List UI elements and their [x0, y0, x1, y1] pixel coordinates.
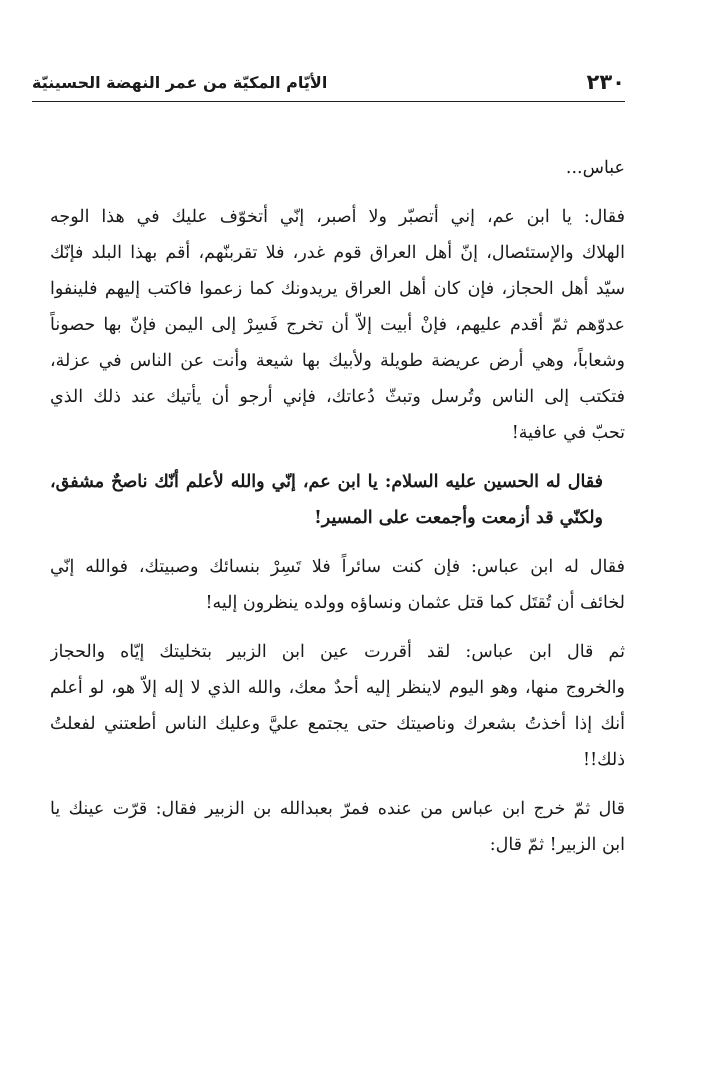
- text-line: سيّد أهل الحجاز، فإن كان أهل العراق يريدونك كما زعموا فاكتب إليهم فلينفوا: [50, 279, 625, 299]
- text-line: أنك إذا أخذتُ بشعرك وناصيتك حتى يجتمع عليَّ وعليك الناس أطعتني لفعلتُ: [50, 714, 625, 734]
- paragraph: [50, 199, 625, 451]
- text-line: عدوّهم ثمّ أقدم عليهم، فإنْ أبيت إلاّ أن تخرج فَسِرْ إلى اليمن فإنّ بها حصوناً: [50, 315, 625, 335]
- text-line: الهلاك والإستئصال، إنّ أهل العراق قوم غدر، فلا تقربنّهم، أقم بهذا البلد فإنّك: [50, 243, 625, 263]
- text-line: قال ثمّ خرج ابن عباس من عنده فمرّ بعبدالله بن الزبير فقال: قرّت عينك يا: [50, 799, 625, 819]
- paragraph: [50, 549, 625, 621]
- text-line: تحبّ في عافية!: [511, 423, 625, 443]
- text-line: فقال: يا ابن عم، إني أتصبّر ولا أصبر، إنّي أتخوّف عليك في هذا الوجه: [50, 207, 625, 227]
- text-line: فقال له ابن عباس: فإن كنت سائراً فلا تَسِرْ بنسائك وصبيتك، فوالله إنّي: [50, 557, 625, 577]
- text-line: عباس...: [565, 158, 625, 178]
- text-line: والخروج منها، وهو اليوم لاينظر إليه أحدٌ معك، والله الذي لا إله إلاّ هو، لو أعلم: [50, 678, 625, 698]
- text-line: لخائف أن تُقتَل كما قتل عثمان ونساؤه وولده ينظرون إليه!: [205, 593, 625, 613]
- page-body: [50, 150, 625, 876]
- text-line: ثم قال ابن عباس: لقد أقررت عين ابن الزبير بتخليتك إيّاه والحجاز: [50, 642, 625, 662]
- paragraph: [50, 791, 625, 863]
- text-line: ابن الزبير! ثمّ قال:: [489, 835, 625, 855]
- text-line: وشعاباً، وهي أرض عريضة طويلة ولأبيك بها شيعة وأنت عن الناس في عزلة،: [50, 351, 625, 371]
- text-line: ذلك!!: [583, 750, 625, 770]
- paragraph: [50, 150, 625, 186]
- header-rule: [32, 101, 625, 102]
- paragraph: [50, 634, 625, 778]
- running-title: الأيّام المكيّة من عمر النهضة الحسينيّة: [32, 72, 328, 92]
- page-number: ٢٣٠: [586, 70, 625, 94]
- quoted-paragraph: [50, 464, 625, 536]
- text-line: فقال له الحسين عليه السلام: يا ابن عم، إنّي والله لأعلم أنّك ناصحٌ مشفق،: [50, 472, 603, 492]
- text-line: فتكتب إلى الناس وتُرسل وتبثّ دُعاتك، فإني أرجو أن يأتيك عند ذلك الذي: [50, 387, 625, 407]
- page-header: [32, 64, 625, 100]
- text-line: ولكنّي قد أزمعت وأجمعت على المسير!: [314, 508, 603, 528]
